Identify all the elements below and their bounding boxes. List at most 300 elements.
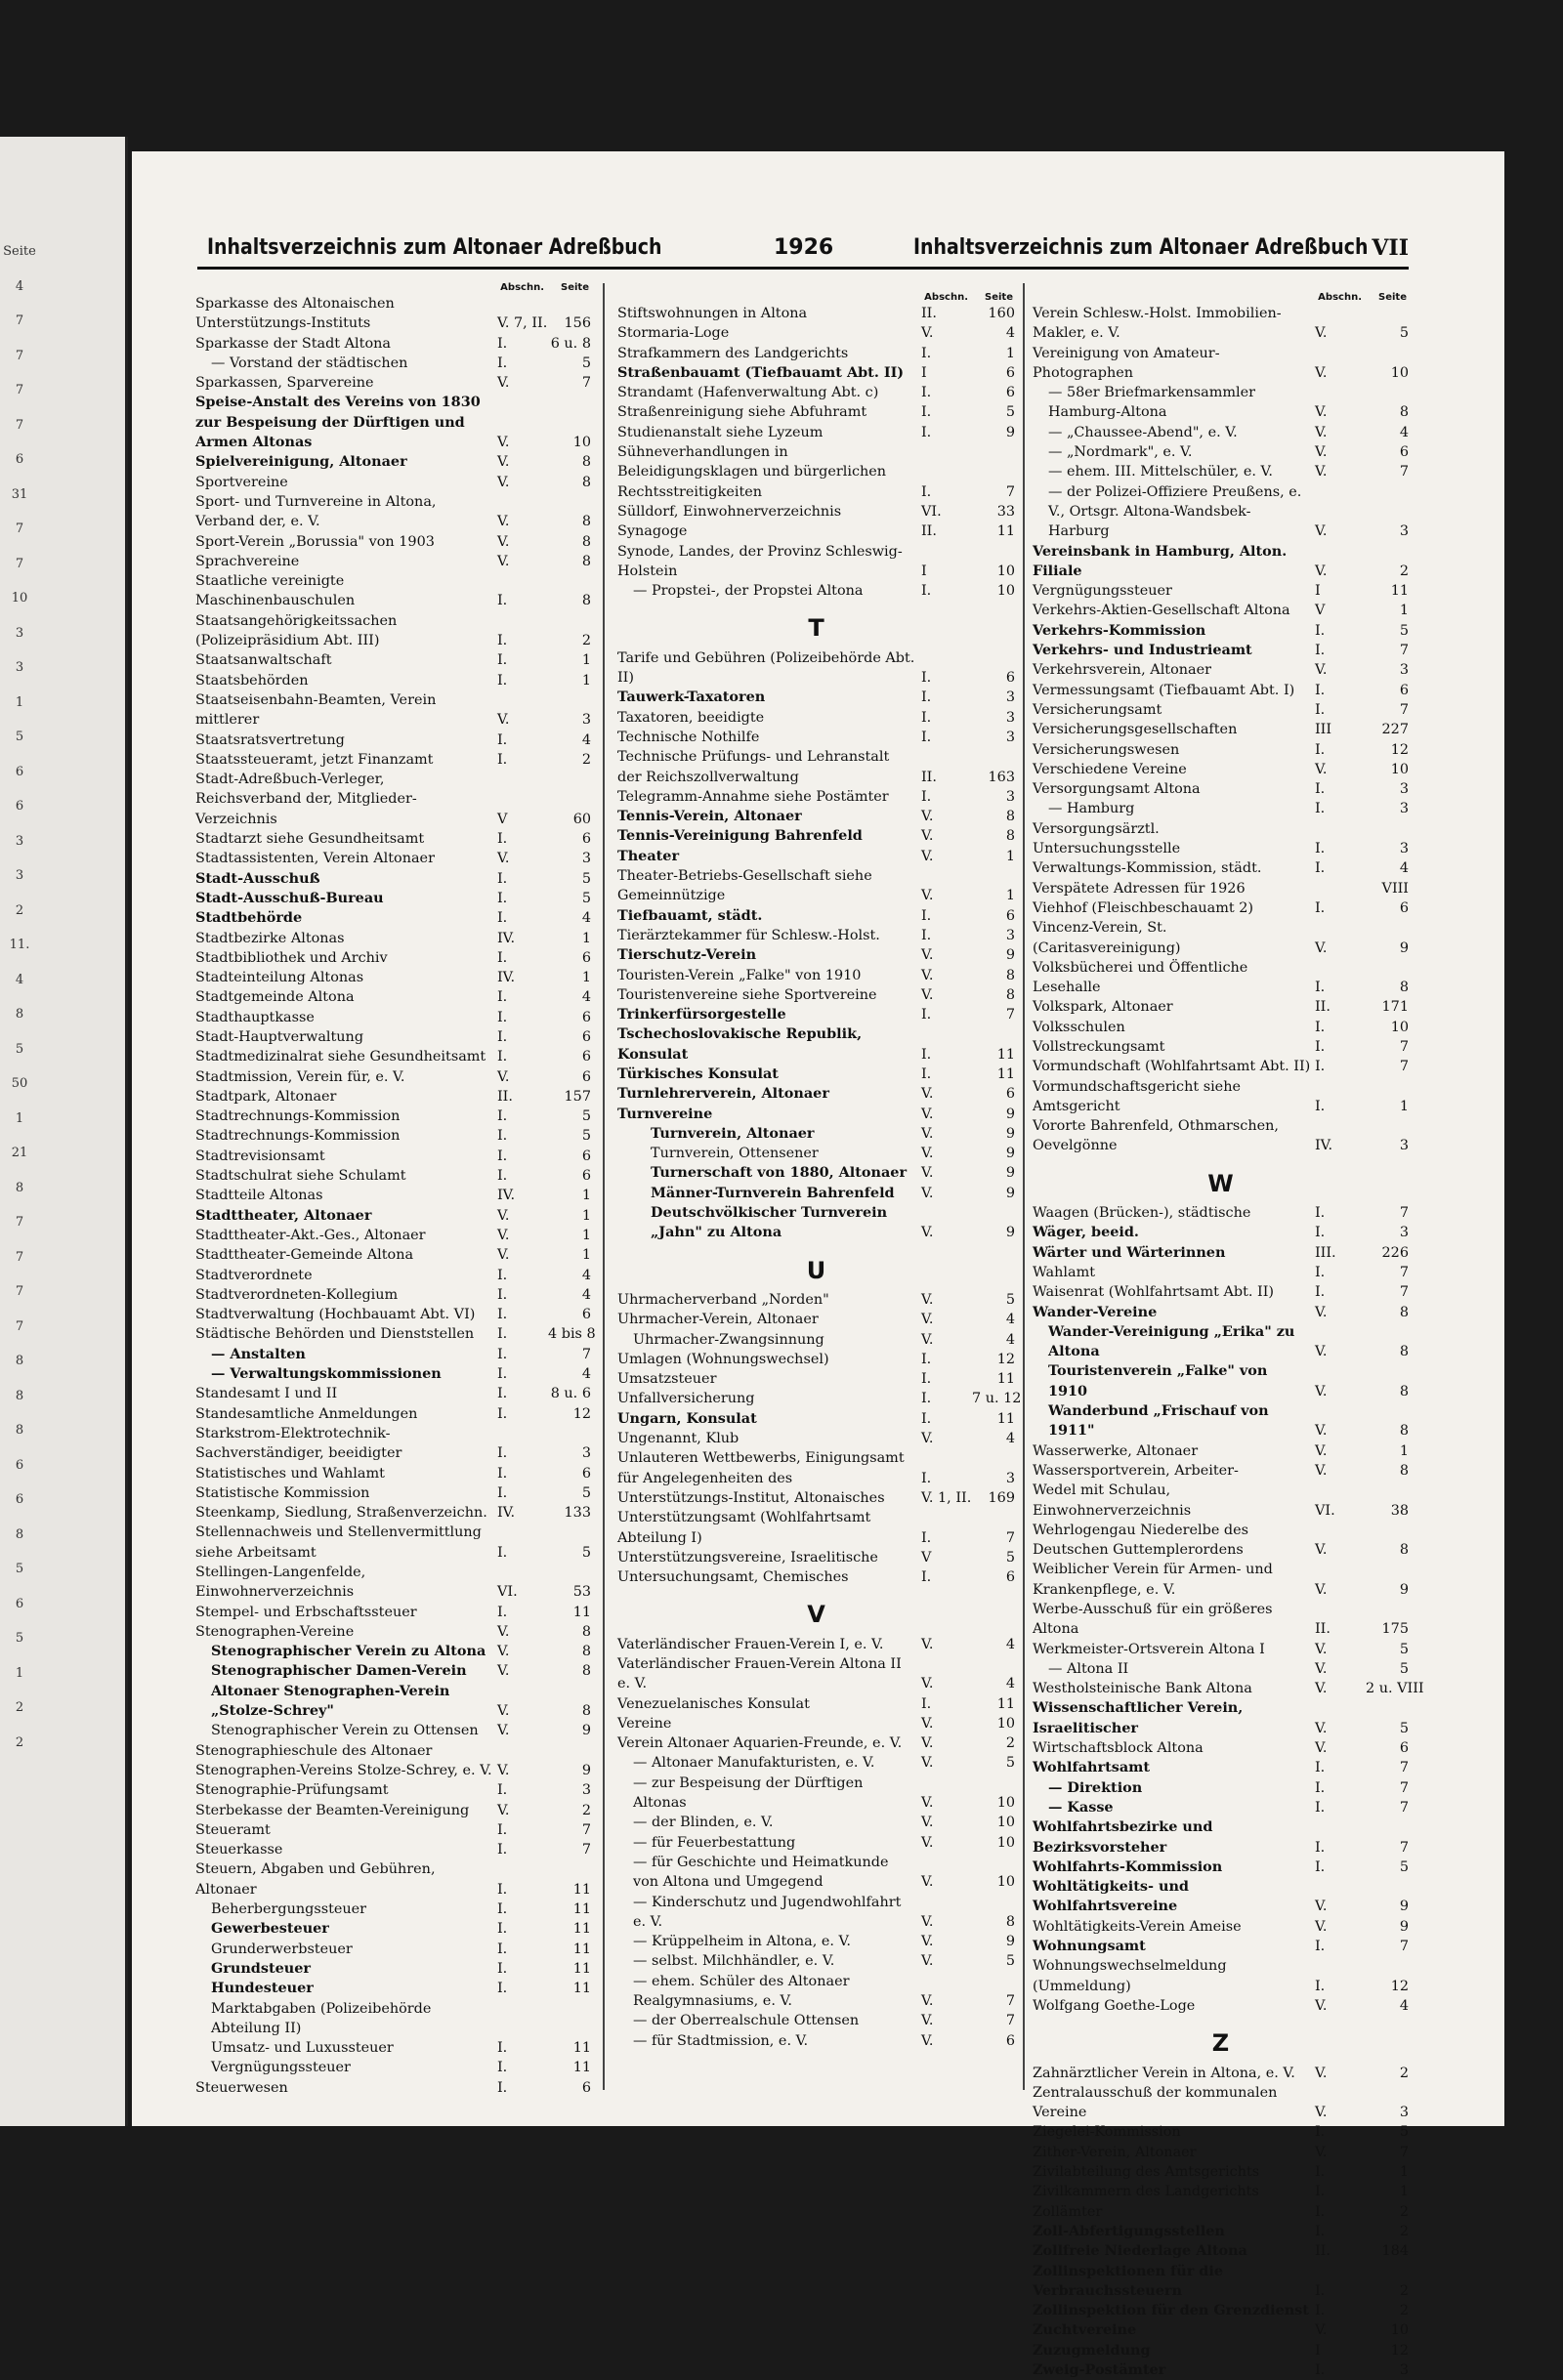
previous-page-number: 8 (15, 1526, 24, 1542)
entry-page: 9 (581, 1762, 591, 1778)
entry-section: I. (497, 1386, 508, 1402)
entry-section: I. (497, 355, 508, 371)
index-entry (1033, 1401, 1409, 1441)
index-entry (195, 1126, 591, 1146)
entry-title: Verkehrs-Aktien-Gesellschaft Altona (1033, 603, 1290, 619)
entry-page: 1 (1399, 2184, 1409, 2200)
entry-section: V. (921, 325, 934, 342)
entry-page: 8 (581, 1703, 591, 1720)
entry-section: I. (1315, 1284, 1326, 1301)
entry-page: 184 (1381, 2243, 1409, 2260)
entry-title: Stadtrevisionsamt (195, 1148, 325, 1164)
entry-section: V. (497, 1623, 510, 1640)
entry-page: 7 (581, 375, 591, 392)
section-letter-v: V (807, 1601, 825, 1629)
entry-title: Staatsratsvertretung (195, 731, 345, 748)
entry-section: V. (921, 1676, 934, 1692)
entry-title: Stadtschulrat siehe Schulamt (195, 1168, 406, 1185)
entry-section: I. (1315, 2361, 1326, 2378)
entry-page: 9 (1005, 1185, 1015, 1201)
entry-page: 8 (1399, 1383, 1409, 1399)
index-entry (617, 747, 1015, 787)
entry-section: I. (1315, 2203, 1326, 2220)
entry-section: V. (921, 848, 934, 864)
entry-page: 7 (1399, 1799, 1409, 1816)
index-entry (1033, 681, 1409, 700)
entry-section: V. (921, 967, 934, 983)
entry-title: — 58er Briefmarkensammler Hamburg-Altona (1048, 385, 1256, 421)
entry-title: Versicherungsgesellschaften (1033, 722, 1238, 738)
entry-section: V. (497, 712, 510, 729)
entry-section: II. (921, 523, 937, 540)
entry-title: — ehem. Schüler des Altonaer Realgymnasiums, e. V. (633, 1973, 850, 2010)
index-entry (195, 611, 591, 651)
entry-page: 3 (1399, 1138, 1409, 1154)
entry-section: V. (497, 454, 510, 471)
entry-title: Synagoge (617, 523, 688, 540)
entry-title: Stadtpark, Altonaer (195, 1088, 337, 1105)
entry-title: Wissenschaftlicher Verein, Israelitischer (1033, 1699, 1244, 1736)
entry-title: Stadtmission, Verein für, e. V. (195, 1068, 405, 1085)
entry-title: Wohltätigkeits- und Wohlfahrtsvereine (1033, 1878, 1189, 1915)
entry-page: 8 (1005, 986, 1015, 1003)
entry-title: Versorgungsärztl. Untersuchungsstelle (1033, 820, 1181, 857)
index-entry (1033, 2162, 1409, 2182)
entry-page: 1 (581, 652, 591, 669)
entry-title: Starkstrom-Elektrotechnik-Sachverständiger, beeidigter (195, 1425, 402, 1462)
index-entry (617, 1951, 1015, 1971)
entry-title: Sprachvereine (195, 553, 300, 569)
entry-title: Zollfreie Niederlage Altona (1033, 2242, 1247, 2260)
entry-page: 156 (564, 315, 591, 332)
entry-page: 5 (1005, 1549, 1015, 1566)
entry-section: I. (497, 1901, 508, 1918)
entry-page: 6 (581, 1168, 591, 1185)
entry-title: Grundsteuer (211, 1959, 311, 1977)
entry-section: II. (921, 769, 937, 785)
entry-page: 6 u. 8 (550, 335, 591, 352)
index-entry (195, 1008, 591, 1027)
entry-page: 2 (1399, 2303, 1409, 2319)
entry-title: Zweig-Postämter (1033, 2360, 1166, 2378)
entry-section: V. (1315, 1997, 1328, 2014)
entry-title: — Kinderschutz und Jugendwohlfahrt e. V. (633, 1894, 902, 1930)
entry-title: Stadtverordnete (195, 1267, 313, 1283)
entry-section: V. (1315, 1681, 1328, 1697)
previous-page-number: 7 (15, 522, 24, 536)
index-entry (617, 1733, 1015, 1753)
entry-title: — Altona II (1048, 1660, 1129, 1677)
entry-page: 163 (988, 769, 1015, 785)
entry-page: 3 (1399, 1225, 1409, 1241)
entry-page: 3 (581, 851, 591, 867)
index-entry (1033, 1461, 1409, 1481)
entry-section: I. (1315, 980, 1326, 996)
entry-page: 6 (1005, 907, 1015, 924)
entry-section: I. (497, 1921, 508, 1938)
entry-section: I. (1315, 801, 1326, 817)
entry-title: Stenographie-Prüfungsamt (195, 1782, 389, 1799)
index-entry (1033, 641, 1409, 660)
entry-title: Stadttheater, Altonaer (195, 1206, 372, 1224)
entry-title: Zentralausschuß der kommunalen Vereine (1033, 2084, 1278, 2121)
index-entry (195, 1404, 591, 1424)
entry-title: — Hamburg (1048, 801, 1135, 817)
entry-page: 7 (1399, 1038, 1409, 1055)
index-entry (617, 1024, 1015, 1065)
entry-title: Steuerwesen (195, 2079, 288, 2096)
index-entry (1033, 2301, 1409, 2320)
index-entry (617, 1972, 1015, 2012)
index-entry (617, 1163, 1015, 1183)
entry-title: Speise-Anstalt des Vereins von 1830 zur Bespeisung der Dürftigen und Armen Altonas (195, 394, 481, 451)
entry-title: Stadtmedizinalrat siehe Gesundheitsamt (195, 1049, 486, 1065)
entry-page: 1 (1399, 1442, 1409, 1459)
index-entry (1033, 1679, 1424, 1698)
entry-title: Verspätete Adressen für 1926 (1033, 880, 1246, 897)
entry-title: Sportvereine (195, 474, 288, 490)
entry-page: 53 (572, 1584, 591, 1601)
entry-section: V. (1315, 662, 1328, 679)
entry-section: I. (497, 1782, 508, 1799)
entry-section: I (921, 563, 927, 579)
entry-page: 7 (1005, 1529, 1015, 1546)
index-entry (617, 344, 1015, 363)
index-entry (1033, 423, 1409, 442)
entry-page: 6 (581, 1049, 591, 1065)
index-entry (617, 1714, 1015, 1733)
entry-section: I. (1315, 781, 1326, 798)
column-divider (1023, 283, 1025, 2090)
entry-page: 10 (996, 1834, 1015, 1851)
entry-section: I. (1315, 1098, 1326, 1114)
entry-page: 7 (1399, 2144, 1409, 2160)
index-entry (195, 1324, 596, 1344)
index-entry (195, 354, 591, 373)
index-entry (195, 532, 591, 552)
entry-section: V. (1315, 1720, 1328, 1736)
entry-section: I. (1315, 2184, 1326, 2200)
index-entry (617, 1932, 1015, 1951)
entry-title: Sülldorf, Einwohnerverzeichnis (617, 503, 842, 520)
entry-section: V. (1315, 444, 1328, 461)
entry-section: I. (1315, 1205, 1326, 1222)
entry-title: Verschiedene Vereine (1033, 761, 1187, 777)
entry-page: 9 (1399, 1581, 1409, 1598)
entry-title: Stadthauptkasse (195, 1009, 315, 1025)
entry-section: V. (497, 553, 510, 569)
previous-page-number: 1 (15, 694, 24, 710)
entry-title: Uhrmacher-Verein, Altonaer (617, 1312, 819, 1328)
index-entry (195, 1186, 591, 1205)
entry-page: 6 (581, 1465, 591, 1482)
entry-title: Steueramt (195, 1821, 271, 1838)
entry-section: I. (497, 1941, 508, 1957)
entry-page: 6 (1005, 2032, 1015, 2049)
entry-section: I. (1315, 1225, 1326, 1241)
entry-page: 6 (1399, 1740, 1409, 1757)
index-entry (195, 1483, 591, 1503)
entry-title: Unlauteren Wettbewerbs, Einigungsamt für Angelegenheiten des (617, 1450, 905, 1486)
page-header (197, 230, 1409, 270)
index-entry (195, 731, 591, 750)
entry-title: Standesamtliche Anmeldungen (195, 1405, 418, 1422)
entry-title: Marktabgaben (Polizeibehörde Abteilung II) (211, 2000, 432, 2036)
entry-section: V. (497, 1703, 510, 1720)
index-entry (617, 1065, 1015, 1084)
entry-page: 3 (1399, 781, 1409, 798)
previous-page-number: 8 (15, 1007, 24, 1022)
index-entry (617, 966, 1015, 985)
entry-title: Beherbergungssteuer (211, 1901, 367, 1918)
entry-section: I. (921, 907, 932, 924)
entry-title: — Propstei-, der Propstei Altona (633, 583, 864, 600)
index-entry (1033, 1303, 1409, 1322)
entry-section: I. (497, 949, 508, 966)
entry-list (1033, 1203, 1424, 2016)
entry-section: I. (497, 731, 508, 748)
entry-page: 5 (1005, 1291, 1015, 1308)
entry-section: I. (497, 1028, 508, 1045)
entry-section: I. (921, 1371, 932, 1388)
index-entry (1033, 799, 1409, 818)
index-entry (195, 1603, 591, 1622)
entry-section: V. (1315, 1542, 1328, 1559)
entry-section: V. (1315, 1383, 1328, 1399)
entry-title: Werbe-Ausschuß für ein größeres Altona (1033, 1602, 1273, 1638)
entry-section: I. (1315, 2124, 1326, 2141)
entry-page: 1 (1399, 1098, 1409, 1114)
index-entry (195, 1364, 591, 1384)
entry-section: I. (1315, 1779, 1326, 1796)
index-entry (195, 1940, 591, 1959)
entry-page: 7 (1399, 1939, 1409, 1955)
entry-page: 10 (996, 1715, 1015, 1732)
entry-section: I. (1315, 1059, 1326, 1075)
entry-page: 10 (996, 1874, 1015, 1891)
index-entry (195, 1305, 591, 1324)
entry-title: Stiftswohnungen in Altona (617, 306, 808, 321)
index-entry (1033, 2222, 1409, 2241)
entry-page: 11 (996, 1046, 1015, 1063)
abschnitt-label: Abschn. (924, 292, 968, 303)
entry-page: 6 (1005, 1569, 1015, 1586)
previous-page-number: 8 (15, 1423, 24, 1438)
entry-list (617, 1290, 1022, 1587)
entry-page: 11 (572, 1981, 591, 1997)
index-entry (195, 929, 591, 948)
entry-section: V. (497, 435, 510, 451)
entry-title: Versicherungsamt (1033, 701, 1162, 718)
entry-title: Zollinspektionen für die Verbrauchssteuern (1033, 2262, 1223, 2299)
entry-title: Verkehrsverein, Altonaer (1033, 662, 1211, 679)
entry-section: I. (1315, 1839, 1326, 1856)
entry-section: I. (497, 593, 508, 609)
entry-title: Stenographischer Verein zu Ottensen (211, 1723, 479, 1739)
entry-section: V. (921, 1431, 934, 1447)
entry-section: I (1315, 583, 1321, 600)
entry-section: I. (497, 1445, 508, 1462)
index-entry (195, 1226, 591, 1245)
entry-title: Sterbekasse der Beamten-Vereinigung (195, 1802, 470, 1818)
index-entry (617, 522, 1015, 541)
entry-page: 6 (581, 1068, 591, 1085)
entry-title: Stadtbehörde (195, 909, 303, 927)
entry-page: 3 (1399, 662, 1409, 679)
entry-title: — „Nordmark", e. V. (1048, 444, 1193, 461)
entry-title: Wärter und Wärterinnen (1033, 1243, 1226, 1261)
entry-page: 11 (572, 1960, 591, 1977)
index-entry (195, 1900, 591, 1919)
previous-page-number: 7 (15, 348, 24, 363)
index-entry (1033, 1057, 1409, 1076)
index-entry (1033, 1481, 1409, 1521)
entry-section: I. (497, 1465, 508, 1482)
entry-title: Wolfgang Goethe-Loge (1033, 1997, 1196, 2014)
entry-title: Sparkasse des Altonaischen Unterstützungs-Instituts (195, 296, 395, 332)
entry-section: V. (921, 2013, 934, 2029)
entry-title: Tennis-Vereinigung Bahrenfeld (617, 827, 863, 845)
previous-page-edge (0, 137, 128, 2126)
entry-section: V. (921, 1146, 934, 1162)
entry-page: 12 (1390, 1978, 1409, 1994)
entry-section: I. (497, 1405, 508, 1422)
entry-page: 3 (1005, 1470, 1015, 1486)
entry-title: Staatsanwaltschaft (195, 652, 332, 669)
section-letter-t: T (808, 614, 824, 643)
entry-section: V. (921, 1312, 934, 1328)
entry-page: 5 (1399, 1660, 1409, 1677)
index-entry (617, 1654, 1015, 1694)
entry-title: Stadtrechnungs-Kommission (195, 1128, 401, 1145)
entry-page: 160 (988, 306, 1015, 321)
entry-section: I. (921, 1410, 932, 1427)
entry-title: Zivilkammern des Landgerichts (1033, 2184, 1259, 2200)
entry-page: 3 (1005, 689, 1015, 706)
entry-title: Turnvereine (617, 1105, 713, 1122)
entry-page: 9 (1005, 424, 1015, 440)
entry-title: Waisenrat (Wohlfahrtsamt Abt. II) (1033, 1284, 1274, 1301)
entry-title: Straßenreinigung siehe Abfuhramt (617, 404, 867, 421)
index-entry (617, 542, 1015, 582)
column-header (617, 288, 1015, 304)
entry-section: V. (921, 1735, 934, 1752)
index-entry (1033, 581, 1409, 601)
entry-page: 8 u. 6 (550, 1386, 591, 1402)
index-entry (195, 1840, 591, 1859)
entry-section: I. (1315, 2282, 1326, 2299)
entry-page: 9 (1399, 939, 1409, 956)
entry-page: 171 (1381, 999, 1409, 1016)
index-entry (617, 323, 1015, 343)
previous-page-number: 1 (15, 1665, 24, 1681)
index-entry (195, 1106, 591, 1126)
entry-page: 3 (581, 1445, 591, 1462)
entry-section: V. (921, 1815, 934, 1831)
entry-page: 5 (581, 890, 591, 906)
entry-section: IV. (1315, 1138, 1333, 1154)
index-entry (195, 1067, 591, 1087)
entry-section: I. (1315, 701, 1326, 718)
previous-page-number: 8 (15, 1354, 24, 1368)
entry-title: Uhrmacherverband „Norden" (617, 1291, 829, 1308)
entry-title: Standesamt I und II (195, 1386, 338, 1402)
entry-page: 38 (1390, 1502, 1409, 1519)
entry-title: Vereinsbank in Hamburg, Alton. Filiale (1033, 542, 1288, 579)
entry-section: V. (921, 2032, 934, 2049)
entry-page: 6 (581, 1307, 591, 1323)
entry-section: II. (1315, 1621, 1331, 1638)
entry-title: Umlagen (Wohnungswechsel) (617, 1351, 829, 1367)
entry-section: V. (497, 514, 510, 530)
entry-page: 175 (1381, 1621, 1409, 1638)
entry-title: Trinkerfürsorgestelle (617, 1006, 786, 1023)
index-entry (1033, 1640, 1409, 1659)
previous-page-number: 6 (15, 1492, 24, 1507)
entry-page: 11 (996, 1695, 1015, 1712)
index-entry (195, 1563, 591, 1603)
index-entry (1033, 1243, 1409, 1263)
entry-section: I. (1315, 2164, 1326, 2181)
entry-section: V. (497, 1207, 510, 1224)
entry-list (1033, 2064, 1409, 2380)
entry-section: I. (497, 1286, 508, 1303)
index-entry (617, 1184, 1015, 1203)
index-entry (617, 1774, 1015, 1814)
entry-title: Tierärztekammer für Schlesw.-Holst. (617, 927, 880, 943)
entry-page: 6 (581, 831, 591, 848)
entry-title: Sparkassen, Sparvereine (195, 375, 374, 392)
entry-title: Unterstützungs-Institut, Altonaisches (617, 1489, 885, 1506)
entry-section: I. (497, 1821, 508, 1838)
index-entry (195, 492, 591, 532)
previous-page-number: 50 (11, 1076, 28, 1091)
entry-title: Technische Prüfungs- und Lehranstalt der Reichszollverwaltung (617, 749, 890, 785)
index-entry (195, 552, 591, 571)
index-entry (195, 2078, 591, 2098)
entry-section: V. (1315, 761, 1328, 777)
index-entry (195, 373, 591, 393)
index-entry (195, 1820, 591, 1840)
entry-page: 5 (1399, 325, 1409, 342)
entry-page: 10 (996, 563, 1015, 579)
entry-section: I. (497, 910, 508, 927)
entry-title: Unfallversicherung (617, 1391, 755, 1407)
entry-section: I. (497, 1604, 508, 1620)
entry-page: 5 (1399, 1641, 1409, 1657)
entry-section: I. (497, 652, 508, 669)
index-entry (617, 402, 1015, 422)
entry-title: — der Blinden, e. V. (633, 1815, 774, 1831)
index-entry (195, 1622, 591, 1642)
entry-section: I. (497, 1128, 508, 1145)
entry-section: V. (1315, 2322, 1328, 2339)
entry-section: I. (1315, 682, 1326, 698)
index-entry (1033, 1956, 1409, 1996)
entry-page: 11 (572, 2060, 591, 2076)
entry-title: Stellennachweis und Stellenvermittlung siehe Arbeitsamt (195, 1524, 482, 1561)
index-entry (195, 690, 591, 731)
entry-page: 8 (581, 1623, 591, 1640)
entry-page: 11 (996, 523, 1015, 540)
entry-section: I. (497, 1842, 508, 1858)
entry-title: Statistische Kommission (195, 1484, 370, 1501)
entry-page: 10 (996, 1795, 1015, 1812)
entry-title: Zollinspektion für den Grenzdienst (1033, 2302, 1309, 2319)
entry-page: 9 (581, 1723, 591, 1739)
entry-page: 4 (1399, 424, 1409, 440)
entry-section: I. (497, 335, 508, 352)
